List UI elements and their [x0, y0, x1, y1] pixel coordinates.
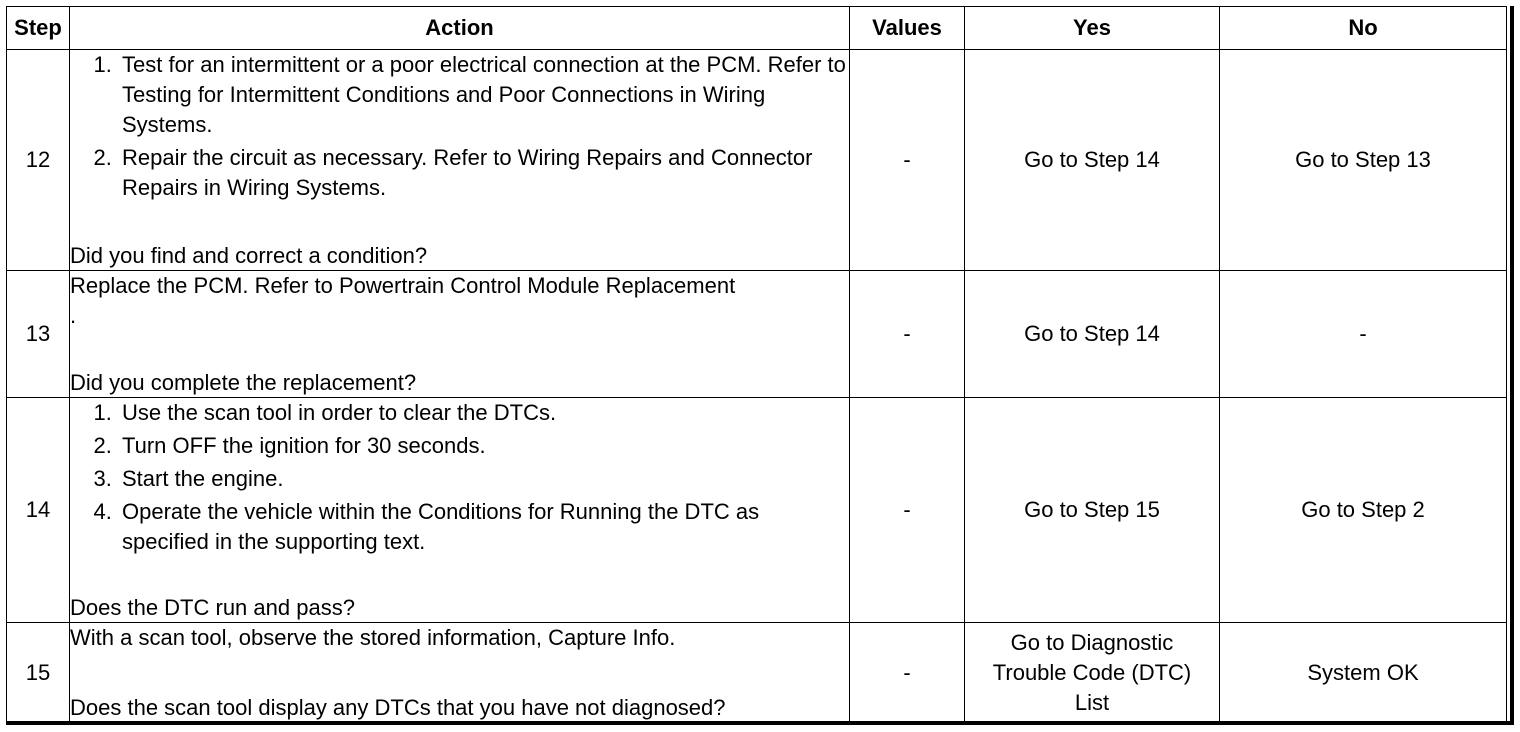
no-cell: - — [1220, 271, 1507, 398]
values-cell: - — [850, 623, 965, 723]
no-cell: Go to Step 13 — [1220, 50, 1507, 271]
action-step: 1. Test for an intermittent or a poor electrical connection at the PCM. Refer to Testing for Intermittent Conditions and Poor Connections in Wiring Systems. — [118, 50, 849, 140]
header-values: Values — [850, 7, 965, 50]
action-step: 4. Operate the vehicle within the Conditions for Running the DTC as specified in the supporting text. — [118, 497, 849, 557]
step-number: 12 — [7, 50, 70, 271]
action-text: With a scan tool, observe the stored information, Capture Info. — [70, 625, 676, 650]
header-yes: Yes — [965, 7, 1220, 50]
table-row — [7, 271, 1507, 398]
table-row — [7, 50, 1507, 271]
table-header-row — [7, 7, 1507, 50]
action-question: Does the scan tool display any DTCs that you have not diagnosed? — [70, 695, 726, 720]
action-text: Replace the PCM. Refer to Powertrain Control Module Replacement — [70, 273, 736, 298]
values-cell: - — [850, 50, 965, 271]
action-steps — [70, 50, 849, 206]
action-cell — [70, 271, 850, 398]
step-number: 15 — [7, 623, 70, 723]
header-step: Step — [7, 7, 70, 50]
action-question: Did you complete the replacement? — [70, 370, 417, 395]
yes-cell: Go to Step 14 — [965, 50, 1220, 271]
step-number: 14 — [7, 398, 70, 623]
values-cell: - — [850, 398, 965, 623]
action-step: 2. Turn OFF the ignition for 30 seconds. — [118, 431, 849, 461]
action-question: Does the DTC run and pass? — [70, 595, 355, 620]
values-cell: - — [850, 271, 965, 398]
no-cell: System OK — [1220, 623, 1507, 723]
table-row — [7, 623, 1507, 723]
action-text-continued: . — [70, 303, 77, 328]
action-step: 1. Use the scan tool in order to clear the DTCs. — [118, 398, 849, 428]
action-step: 2. Repair the circuit as necessary. Refer to Wiring Repairs and Connector Repairs in Wiring Systems. — [118, 143, 849, 203]
action-cell — [70, 50, 850, 271]
yes-line: Trouble Code (DTC) — [992, 659, 1192, 685]
action-step: 3. Start the engine. — [118, 464, 849, 494]
yes-line: List — [1074, 689, 1110, 715]
header-action: Action — [70, 7, 850, 50]
yes-cell — [965, 623, 1220, 723]
diagnostic-table — [6, 6, 1507, 723]
no-cell: Go to Step 2 — [1220, 398, 1507, 623]
table-row — [7, 398, 1507, 623]
action-question: Did you find and correct a condition? — [70, 243, 428, 268]
yes-line: Go to Diagnostic — [1010, 629, 1174, 655]
yes-cell: Go to Step 14 — [965, 271, 1220, 398]
action-cell — [70, 623, 850, 723]
step-number: 13 — [7, 271, 70, 398]
action-steps — [70, 398, 849, 560]
yes-cell: Go to Step 15 — [965, 398, 1220, 623]
header-no: No — [1220, 7, 1507, 50]
action-cell — [70, 398, 850, 623]
